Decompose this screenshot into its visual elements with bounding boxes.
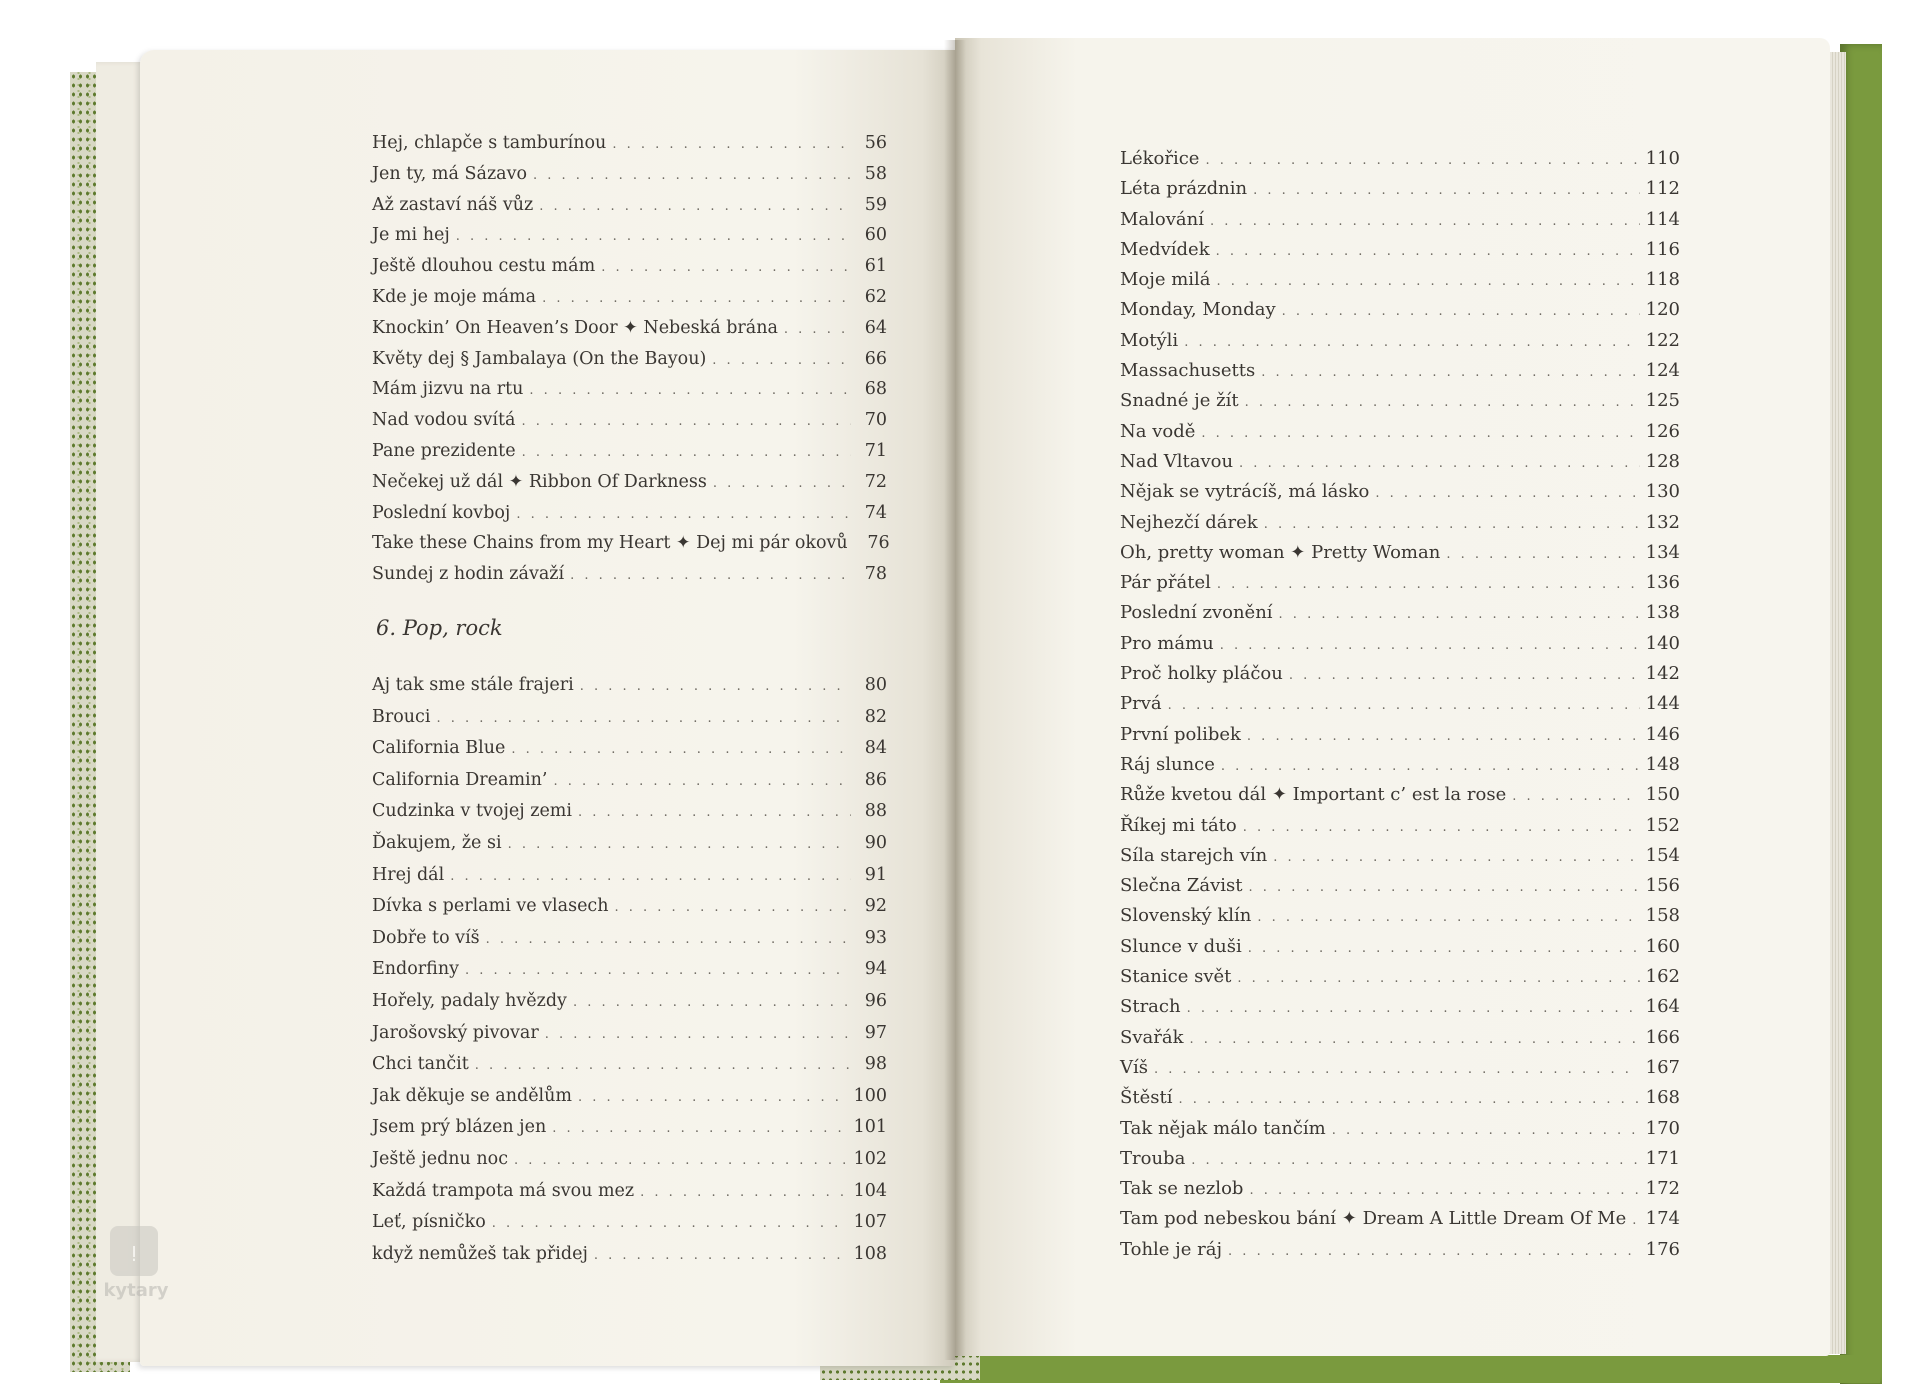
toc-leader-dots xyxy=(1332,1116,1640,1146)
toc-leader-dots xyxy=(1279,600,1640,630)
toc-entry-page: 107 xyxy=(853,1212,887,1233)
toc-leader-dots xyxy=(578,798,851,828)
toc-leader-dots xyxy=(1282,297,1640,327)
toc-leader-dots xyxy=(456,222,851,252)
toc-entry-page: 98 xyxy=(864,1054,887,1075)
toc-entry-page: 116 xyxy=(1645,238,1680,260)
toc-leader-dots xyxy=(1248,934,1640,964)
toc-entry xyxy=(1120,295,1680,325)
toc-entry-page: 150 xyxy=(1645,784,1680,806)
toc-entry xyxy=(1120,1053,1680,1083)
toc-entry-title: Víš xyxy=(1120,1056,1148,1078)
toc-entry-page: 125 xyxy=(1645,390,1680,412)
toc-entry xyxy=(1120,538,1680,568)
toc-leader-dots xyxy=(1247,722,1640,752)
toc-entry xyxy=(372,923,887,955)
toc-leader-dots xyxy=(713,469,851,499)
toc-entry-page: 138 xyxy=(1645,602,1680,624)
toc-entry-title: Svařák xyxy=(1120,1026,1184,1048)
toc-leader-dots xyxy=(1261,358,1639,388)
toc-entry xyxy=(372,251,887,282)
toc-entry-title: Nad vodou svítá xyxy=(372,410,516,431)
toc-leader-dots xyxy=(640,1178,847,1208)
toc-entry-title: Květy dej § Jambalaya (On the Bayou) xyxy=(372,348,707,369)
toc-entry-title: Až zastaví náš vůz xyxy=(372,194,534,215)
toc-leader-dots xyxy=(522,438,851,468)
toc-leader-dots xyxy=(539,192,851,222)
toc-entry-page: 134 xyxy=(1645,541,1680,563)
toc-entry-page: 59 xyxy=(864,194,887,215)
toc-entry xyxy=(1120,386,1680,416)
toc-leader-dots xyxy=(1189,1025,1639,1055)
toc-entry-title: Tam pod nebeskou bání ✦ Dream A Little Dream Of Me xyxy=(1120,1208,1627,1230)
toc-entry xyxy=(1120,205,1680,235)
toc-list-left-top xyxy=(372,128,890,590)
toc-entry-title: Léta prázdnin xyxy=(1120,178,1248,200)
toc-entry xyxy=(1120,750,1680,780)
toc-entry-page: 56 xyxy=(864,133,887,153)
toc-entry xyxy=(1120,144,1680,174)
toc-entry-title: Aj tak sme stále frajeri xyxy=(372,675,574,695)
toc-entry-title: Nějak se vytrácíš, má lásko xyxy=(1120,481,1370,503)
toc-entry-title: Jarošovský pivovar xyxy=(372,1022,539,1043)
toc-entry xyxy=(1120,477,1680,507)
toc-leader-dots xyxy=(545,1020,851,1050)
toc-entry-title: Hrej dál xyxy=(372,864,445,885)
toc-entry-title: Tohle je ráj xyxy=(1120,1238,1223,1260)
toc-entry xyxy=(1120,356,1680,386)
toc-leader-dots xyxy=(516,500,851,530)
toc-entry xyxy=(372,1207,887,1239)
toc-entry xyxy=(1120,1083,1680,1113)
toc-entry-title: California Dreamin’ xyxy=(372,769,548,790)
toc-entry-page: 66 xyxy=(864,348,887,369)
toc-entry-page: 64 xyxy=(864,317,887,338)
toc-entry xyxy=(1120,932,1680,962)
toc-entry-page: 86 xyxy=(864,769,887,790)
toc-entry-title: Trouba xyxy=(1120,1147,1186,1169)
toc-entry-title: California Blue xyxy=(372,738,506,759)
toc-leader-dots xyxy=(450,862,851,892)
toc-leader-dots xyxy=(712,346,851,376)
toc-leader-dots xyxy=(1168,691,1640,721)
toc-entry xyxy=(372,374,887,405)
toc-entry-title: Kde je moje máma xyxy=(372,286,537,307)
toc-entry xyxy=(372,702,887,734)
toc-entry-page: 82 xyxy=(864,706,887,727)
toc-entry-page: 94 xyxy=(864,959,887,980)
toc-leader-dots xyxy=(1249,873,1640,903)
toc-entry-title: Hořely, padaly hvězdy xyxy=(372,990,567,1011)
toc-entry-page: 167 xyxy=(1645,1056,1680,1078)
toc-leader-dots xyxy=(1191,1146,1639,1176)
toc-entry xyxy=(1120,1235,1680,1265)
toc-entry-title: Moje milá xyxy=(1120,269,1211,291)
toc-entry-title: Je mi hej xyxy=(372,225,450,246)
toc-entry xyxy=(372,190,887,221)
toc-leader-dots xyxy=(1184,328,1639,358)
book-gutter xyxy=(944,40,966,1360)
toc-leader-dots xyxy=(594,1241,848,1271)
toc-leader-dots xyxy=(1289,661,1640,691)
toc-entry xyxy=(1120,508,1680,538)
toc-entry-page: 132 xyxy=(1645,511,1680,533)
toc-leader-dots xyxy=(1632,1206,1639,1236)
toc-entry xyxy=(372,159,887,190)
toc-entry-page: 130 xyxy=(1645,481,1680,503)
toc-entry-title: Hej, chlapče s tamburínou xyxy=(372,133,607,153)
toc-entry-title: Sundej z hodin závaží xyxy=(372,564,565,585)
toc-leader-dots xyxy=(521,407,851,437)
toc-entry xyxy=(1120,1114,1680,1144)
toc-entry-title: Knockin’ On Heaven’s Door ✦ Nebeská brána xyxy=(372,317,778,338)
toc-leader-dots xyxy=(1273,843,1639,873)
toc-entry xyxy=(372,1144,887,1176)
toc-leader-dots xyxy=(570,561,851,591)
toc-entry-title: Leť, písničko xyxy=(372,1212,486,1233)
toc-entry-page: 110 xyxy=(1645,148,1680,169)
toc-entry-page: 80 xyxy=(864,675,887,695)
toc-entry xyxy=(1120,1023,1680,1053)
toc-entry xyxy=(1120,871,1680,901)
kytary-logo-icon xyxy=(110,1226,158,1276)
toc-entry-page: 148 xyxy=(1645,753,1680,775)
toc-entry-title: Na vodě xyxy=(1120,420,1196,442)
toc-entry-page: 92 xyxy=(864,896,887,917)
toc-leader-dots xyxy=(615,893,852,923)
toc-entry-page: 84 xyxy=(864,738,887,759)
toc-leader-dots xyxy=(1512,782,1639,812)
toc-list-left-bottom xyxy=(372,670,887,1270)
toc-entry xyxy=(372,986,887,1018)
toc-leader-dots xyxy=(475,1051,851,1081)
toc-entry-page: 142 xyxy=(1645,663,1680,685)
toc-entry-title: Ráj slunce xyxy=(1120,753,1215,775)
toc-entry-title: Ještě dlouhou cestu mám xyxy=(372,256,596,277)
toc-entry-title: První polibek xyxy=(1120,723,1241,745)
toc-entry-title: Pane prezidente xyxy=(372,440,516,461)
toc-entry xyxy=(372,765,887,797)
toc-leader-dots xyxy=(1264,510,1640,540)
toc-entry xyxy=(1120,447,1680,477)
toc-entry xyxy=(372,1049,887,1081)
toc-leader-dots xyxy=(436,704,851,734)
toc-entry xyxy=(372,498,887,529)
toc-leader-dots xyxy=(1187,994,1640,1024)
toc-entry xyxy=(372,1176,887,1208)
toc-entry xyxy=(1120,780,1680,810)
toc-entry xyxy=(372,313,887,344)
toc-entry xyxy=(1120,992,1680,1022)
toc-leader-dots xyxy=(486,925,851,955)
toc-leader-dots xyxy=(508,830,851,860)
toc-entry-title: Říkej mi táto xyxy=(1120,814,1237,836)
toc-leader-dots xyxy=(514,1146,848,1176)
toc-entry xyxy=(372,559,887,590)
toc-entry-page: 146 xyxy=(1645,723,1680,745)
toc-entry-title: Poslední zvonění xyxy=(1120,602,1273,624)
toc-entry-page: 176 xyxy=(1645,1238,1680,1260)
toc-entry xyxy=(1120,659,1680,689)
toc-entry xyxy=(372,220,887,251)
toc-entry-page: 126 xyxy=(1645,420,1680,442)
toc-entry-title: Jak děkuje se andělům xyxy=(372,1085,573,1106)
toc-entry-page: 158 xyxy=(1645,905,1680,927)
toc-entry-page: 91 xyxy=(864,864,887,885)
toc-entry-page: 88 xyxy=(864,801,887,822)
toc-leader-dots xyxy=(580,672,851,702)
toc-entry xyxy=(1120,629,1680,659)
toc-leader-dots xyxy=(573,988,851,1018)
toc-entry xyxy=(372,282,887,313)
toc-entry-page: 60 xyxy=(864,225,887,246)
toc-entry-page: 140 xyxy=(1645,632,1680,654)
toc-entry-title: Nad Vltavou xyxy=(1120,450,1234,472)
toc-entry-page: 162 xyxy=(1645,966,1680,988)
toc-entry xyxy=(372,405,887,436)
toc-entry xyxy=(372,1112,887,1144)
toc-leader-dots xyxy=(552,1114,847,1144)
toc-entry xyxy=(372,128,887,159)
toc-leader-dots xyxy=(1446,540,1639,570)
toc-leader-dots xyxy=(1253,176,1640,206)
toc-entry xyxy=(1120,326,1680,356)
toc-leader-dots xyxy=(1201,419,1639,449)
toc-entry-page: 166 xyxy=(1645,1026,1680,1048)
toc-entry-title: Růže kvetou dál ✦ Important c’ est la rose xyxy=(1120,784,1507,806)
toc-leader-dots xyxy=(1221,752,1640,782)
toc-entry xyxy=(1120,811,1680,841)
toc-entry-page: 70 xyxy=(864,410,887,431)
toc-entry-page: 170 xyxy=(1645,1117,1680,1139)
toc-entry-title: Mám jizvu na rtu xyxy=(372,379,524,400)
toc-entry-title: Každá trampota má svou mez xyxy=(372,1180,635,1201)
toc-leader-dots xyxy=(1228,1237,1640,1267)
toc-list-right xyxy=(1120,144,1680,1265)
toc-entry-page: 154 xyxy=(1645,844,1680,866)
toc-entry-page: 136 xyxy=(1645,572,1680,594)
toc-entry-title: Proč holky pláčou xyxy=(1120,663,1283,685)
toc-leader-dots xyxy=(529,376,851,406)
toc-entry-title: Ďakujem, že si xyxy=(372,832,502,853)
toc-entry-title: když nemůžeš tak přidej xyxy=(372,1243,588,1264)
toc-entry xyxy=(1120,1144,1680,1174)
toc-entry-page: 97 xyxy=(864,1022,887,1043)
toc-leader-dots xyxy=(533,161,851,191)
toc-entry-page: 58 xyxy=(864,163,887,184)
toc-leader-dots xyxy=(1210,207,1640,237)
toc-entry-title: Prvá xyxy=(1120,693,1162,715)
toc-entry-page: 104 xyxy=(853,1180,887,1201)
toc-entry xyxy=(1120,174,1680,204)
toc-entry-title: Pár přátel xyxy=(1120,572,1211,594)
toc-entry-title: Strach xyxy=(1120,996,1181,1018)
toc-leader-dots xyxy=(1249,1176,1639,1206)
toc-entry-title: Medvídek xyxy=(1120,238,1210,260)
kytary-logo-text: kytary xyxy=(103,1280,169,1301)
toc-entry-title: Nečekej už dál ✦ Ribbon Of Darkness xyxy=(372,471,707,492)
toc-entry xyxy=(372,796,887,828)
toc-entry xyxy=(1120,235,1680,265)
toc-entry-page: 164 xyxy=(1645,996,1680,1018)
toc-entry-page: 68 xyxy=(864,379,887,400)
toc-entry-page: 122 xyxy=(1645,329,1680,351)
toc-entry xyxy=(1120,598,1680,628)
cover-bottom-green xyxy=(940,1355,1880,1383)
toc-entry-page: 124 xyxy=(1645,360,1680,382)
toc-entry-title: Tak nějak málo tančím xyxy=(1120,1117,1326,1139)
toc-entry-page: 76 xyxy=(867,533,890,554)
toc-entry-title: Endorfiny xyxy=(372,959,459,980)
toc-entry-title: Nejhezčí dárek xyxy=(1120,511,1258,533)
toc-leader-dots xyxy=(1217,267,1640,297)
toc-leader-dots xyxy=(1217,570,1640,600)
toc-entry-page: 93 xyxy=(864,927,887,948)
toc-entry-title: Cudzinka v tvojej zemi xyxy=(372,801,572,822)
toc-entry xyxy=(372,344,887,375)
toc-entry-title: Slovenský klín xyxy=(1120,905,1252,927)
toc-entry-title: Stanice svět xyxy=(1120,966,1232,988)
toc-entry-page: 100 xyxy=(853,1085,887,1106)
toc-entry-page: 71 xyxy=(864,440,887,461)
toc-entry xyxy=(1120,689,1680,719)
toc-entry-title: Snadné je žít xyxy=(1120,390,1239,412)
toc-leader-dots xyxy=(511,735,851,765)
toc-entry-title: Síla starejch vín xyxy=(1120,844,1268,866)
toc-entry-page: 120 xyxy=(1645,299,1680,321)
toc-entry-page: 74 xyxy=(864,502,887,523)
toc-entry xyxy=(1120,962,1680,992)
toc-leader-dots xyxy=(492,1209,848,1239)
toc-entry-title: Lékořice xyxy=(1120,148,1200,169)
toc-leader-dots xyxy=(1257,903,1639,933)
toc-entry-title: Jen ty, má Sázavo xyxy=(372,163,528,184)
toc-leader-dots xyxy=(465,956,851,986)
toc-leader-dots xyxy=(601,253,851,283)
kytary-watermark xyxy=(96,1216,176,1316)
toc-entry xyxy=(1120,1174,1680,1204)
toc-entry-page: 160 xyxy=(1645,935,1680,957)
toc-entry-page: 171 xyxy=(1645,1147,1680,1169)
toc-entry-page: 101 xyxy=(853,1117,887,1138)
toc-entry-title: Poslední kovboj xyxy=(372,502,511,523)
toc-entry-page: 118 xyxy=(1645,269,1680,291)
toc-leader-dots xyxy=(553,767,851,797)
toc-entry xyxy=(372,954,887,986)
toc-entry xyxy=(1120,720,1680,750)
toc-leader-dots xyxy=(1216,237,1640,267)
toc-entry-title: Motýli xyxy=(1120,329,1179,351)
toc-entry-title: Take these Chains from my Heart ✦ Dej mi pár okovů xyxy=(372,533,848,554)
toc-entry xyxy=(372,670,887,702)
toc-leader-dots xyxy=(1375,479,1639,509)
toc-leader-dots xyxy=(542,284,851,314)
toc-entry-page: 61 xyxy=(864,256,887,277)
toc-entry-title: Monday, Monday xyxy=(1120,299,1276,321)
toc-entry xyxy=(372,860,887,892)
toc-entry-title: Oh, pretty woman ✦ Pretty Woman xyxy=(1120,541,1441,563)
toc-leader-dots xyxy=(1154,1055,1640,1085)
toc-leader-dots xyxy=(1205,146,1639,176)
toc-entry-page: 168 xyxy=(1645,1087,1680,1109)
toc-entry xyxy=(372,1018,887,1050)
toc-leader-dots xyxy=(1243,813,1640,843)
toc-entry-title: Malování xyxy=(1120,208,1205,230)
toc-entry xyxy=(372,528,890,559)
toc-entry xyxy=(372,733,887,765)
toc-entry-page: 108 xyxy=(853,1243,887,1264)
toc-entry xyxy=(1120,901,1680,931)
toc-entry xyxy=(1120,1204,1680,1234)
toc-leader-dots xyxy=(1220,631,1640,661)
toc-entry xyxy=(1120,568,1680,598)
toc-leader-dots xyxy=(578,1083,848,1113)
toc-entry-title: Massachusetts xyxy=(1120,360,1256,382)
toc-leader-dots xyxy=(1178,1085,1639,1115)
toc-entry-title: Brouci xyxy=(372,706,431,727)
toc-leader-dots xyxy=(1237,964,1639,994)
toc-entry-title: Slečna Závist xyxy=(1120,875,1243,897)
toc-entry-title: Chci tančit xyxy=(372,1054,469,1075)
toc-entry xyxy=(1120,265,1680,295)
cover-right-green xyxy=(1840,44,1882,1384)
toc-entry xyxy=(372,1239,887,1271)
section-heading: 6. Pop, rock xyxy=(376,616,503,640)
toc-entry-page: 78 xyxy=(864,564,887,585)
toc-entry-page: 172 xyxy=(1645,1178,1680,1200)
toc-entry xyxy=(372,436,887,467)
toc-entry-page: 90 xyxy=(864,832,887,853)
toc-entry-page: 62 xyxy=(864,286,887,307)
toc-entry xyxy=(1120,417,1680,447)
toc-entry-title: Pro mámu xyxy=(1120,632,1214,654)
toc-entry-title: Štěstí xyxy=(1120,1087,1173,1109)
toc-leader-dots xyxy=(1239,449,1640,479)
toc-entry-title: Tak se nezlob xyxy=(1120,1178,1244,1200)
toc-entry-title: Slunce v duši xyxy=(1120,935,1242,957)
toc-entry-title: Ještě jednu noc xyxy=(372,1148,509,1169)
toc-entry-page: 152 xyxy=(1645,814,1680,836)
toc-entry-page: 156 xyxy=(1645,875,1680,897)
toc-entry xyxy=(1120,841,1680,871)
toc-leader-dots xyxy=(612,130,851,160)
toc-entry-page: 144 xyxy=(1645,693,1680,715)
toc-entry-page: 128 xyxy=(1645,450,1680,472)
toc-entry xyxy=(372,467,887,498)
toc-entry-title: Dívka s perlami ve vlasech xyxy=(372,896,609,917)
toc-entry-page: 174 xyxy=(1645,1208,1680,1230)
toc-entry-page: 112 xyxy=(1645,178,1680,200)
toc-leader-dots xyxy=(1245,388,1640,418)
toc-entry xyxy=(372,1081,887,1113)
toc-leader-dots xyxy=(784,315,851,345)
toc-entry xyxy=(372,891,887,923)
toc-entry xyxy=(372,828,887,860)
toc-entry-page: 72 xyxy=(864,471,887,492)
toc-entry-page: 96 xyxy=(864,990,887,1011)
toc-entry-page: 102 xyxy=(853,1148,887,1169)
toc-entry-title: Jsem prý blázen jen xyxy=(372,1117,547,1138)
toc-entry-page: 114 xyxy=(1645,208,1680,230)
toc-entry-title: Dobře to víš xyxy=(372,927,480,948)
